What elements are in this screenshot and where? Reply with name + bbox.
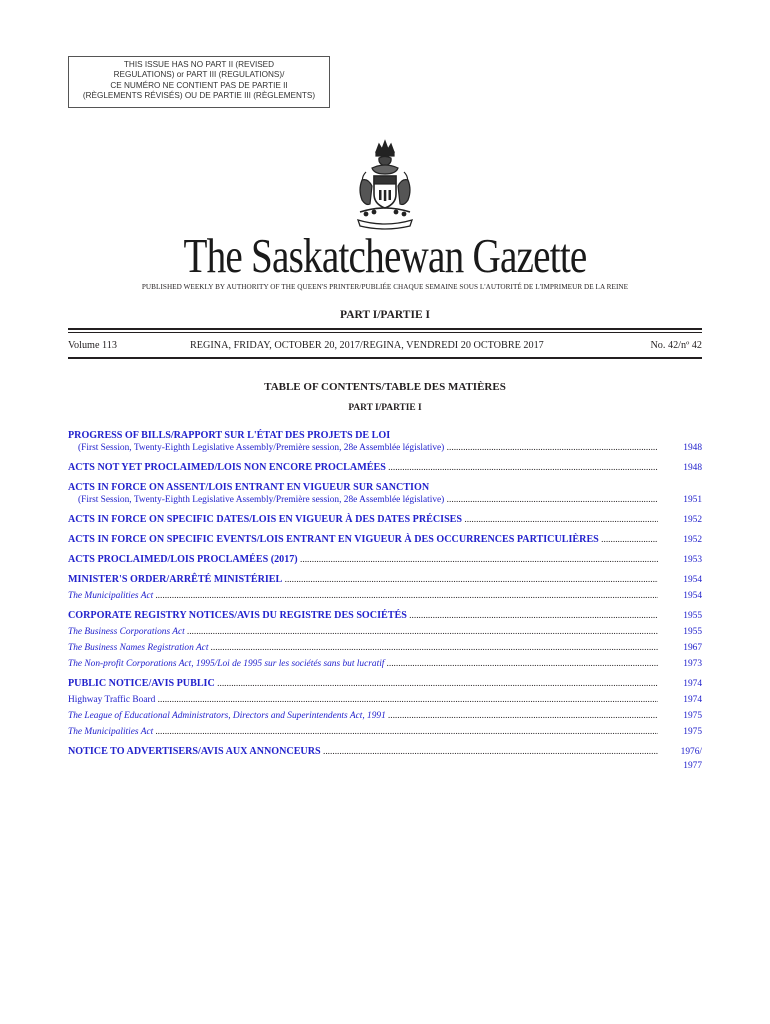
toc-entry-business-names-act[interactable] — [68, 640, 702, 656]
toc-page-number[interactable]: 1977 — [683, 761, 702, 771]
toc-page-number[interactable]: 1954 — [683, 591, 702, 601]
part-title: PART I/PARTIE I — [340, 309, 430, 321]
toc-entry-acts-proclaimed[interactable] — [68, 552, 702, 568]
toc-entry-business-corporations-act[interactable] — [68, 624, 702, 640]
toc-subtitle: PART I/PARTIE I — [348, 403, 422, 413]
toc-page-number[interactable]: 1948 — [683, 443, 702, 453]
volume-label: Volume 113 — [68, 340, 117, 351]
gazette-masthead: The Saskatchewan Gazette — [183, 228, 587, 283]
toc-entry-label[interactable]: CORPORATE REGISTRY NOTICES/AVIS DU REGISTRE DES SOCIÉTÉS ..... — [68, 608, 658, 624]
toc-entry-ministers-order[interactable] — [68, 572, 702, 588]
toc-entry-label[interactable]: ACTS IN FORCE ON ASSENT/LOIS ENTRANT EN VIGUEUR SUR SANCTION — [68, 482, 430, 493]
toc-entry-public-notice[interactable] — [68, 676, 702, 692]
toc-entry-label[interactable]: The League of Educational Administrators, Directors and Superintendents Act, 1991 ..... — [68, 708, 658, 724]
toc-entry-label[interactable]: ACTS PROCLAIMED/LOIS PROCLAMÉES (2017) ..... — [68, 552, 658, 568]
issue-info-line — [68, 339, 702, 353]
toc-page-number[interactable]: 1974 — [683, 679, 702, 689]
divider — [68, 357, 702, 359]
toc-entry-label[interactable]: NOTICE TO ADVERTISERS/AVIS AUX ANNONCEURS ..... — [68, 744, 658, 760]
toc-entry-label[interactable]: The Municipalities Act ..... — [68, 724, 658, 740]
no-part-notice-box — [68, 56, 330, 108]
toc-entry-label[interactable]: PUBLIC NOTICE/AVIS PUBLIC ..... — [68, 676, 658, 692]
toc-entry-specific-events[interactable] — [68, 532, 702, 548]
toc-entry-label[interactable]: The Municipalities Act ..... — [68, 588, 658, 604]
toc-entry-acts-not-yet-proclaimed[interactable] — [68, 460, 702, 476]
toc-page-number[interactable]: 1976/ — [680, 747, 702, 757]
published-by-line: PUBLISHED WEEKLY BY AUTHORITY OF THE QUEEN'S PRINTER/PUBLIÉE CHAQUE SEMAINE SOUS L'AUTORITÉ DE L'IMPRIMEUR DE LA REINE — [141, 283, 629, 291]
toc-entry-label[interactable]: PROGRESS OF BILLS/RAPPORT SUR L'ÉTAT DES PROJETS DE LOI — [68, 430, 391, 441]
toc-page-number[interactable]: 1975 — [683, 727, 702, 737]
saskatchewan-coat-of-arms-icon — [352, 138, 418, 230]
toc-entry-municipalities-act[interactable] — [68, 588, 702, 604]
notice-line: (RÈGLEMENTS RÉVISÉS) OU DE PARTIE III (RÈGLEMENTS) — [82, 91, 316, 101]
toc-page-number[interactable]: 1952 — [683, 515, 702, 525]
toc-page-number[interactable]: 1955 — [683, 611, 702, 621]
toc-page-number[interactable]: 1974 — [683, 695, 702, 705]
notice-line: CE NUMÉRO NE CONTIENT PAS DE PARTIE II — [110, 80, 288, 90]
toc-entry-label[interactable]: ACTS IN FORCE ON SPECIFIC EVENTS/LOIS ENTRANT EN VIGUEUR À DES OCCURRENCES PARTICULIÈRES ..... — [68, 532, 658, 548]
toc-entry-label[interactable]: ACTS IN FORCE ON SPECIFIC DATES/LOIS EN VIGUEUR À DES DATES PRÉCISES ..... — [68, 512, 658, 528]
toc-entry-municipalities-act[interactable] — [68, 724, 702, 740]
toc-entry-notice-to-advertisers[interactable] — [68, 744, 702, 774]
toc-entry-label[interactable]: ACTS NOT YET PROCLAIMED/LOIS NON ENCORE PROCLAMÉES ..... — [68, 460, 658, 476]
toc-entry-label[interactable]: The Non-profit Corporations Act, 1995/Loi de 1995 sur les sociétés sans but lucratif ..... — [68, 656, 658, 672]
toc-page-number[interactable]: 1955 — [683, 627, 702, 637]
toc-entry-corporate-registry[interactable] — [68, 608, 702, 624]
toc-entry-label[interactable]: Highway Traffic Board ..... — [68, 692, 658, 708]
toc-page-number[interactable]: 1951 — [683, 495, 702, 505]
toc-title: TABLE OF CONTENTS/TABLE DES MATIÈRES — [264, 381, 506, 393]
issue-number: No. 42/nº 42 — [650, 340, 702, 351]
toc-entry-progress-session[interactable] — [68, 440, 702, 456]
divider — [68, 328, 702, 330]
toc-page-number[interactable]: 1975 — [683, 711, 702, 721]
toc-entry-highway-traffic-board[interactable] — [68, 692, 702, 708]
toc-entry-assent-session[interactable] — [68, 492, 702, 508]
toc-page-number[interactable]: 1954 — [683, 575, 702, 585]
notice-line: THIS ISSUE HAS NO PART II (REVISED — [123, 60, 275, 69]
toc-page-number[interactable]: 1967 — [683, 643, 702, 653]
notice-line: REGULATIONS) or PART III (REGULATIONS)/ — [113, 70, 285, 80]
table-of-contents — [68, 428, 702, 774]
toc-page-number[interactable]: 1948 — [683, 463, 702, 473]
toc-page-number[interactable]: 1952 — [683, 535, 702, 545]
toc-entry-label[interactable]: The Business Corporations Act ..... — [68, 624, 658, 640]
issue-date: REGINA, FRIDAY, OCTOBER 20, 2017/REGINA, VENDREDI 20 OCTOBRE 2017 — [190, 340, 544, 351]
toc-entry-label[interactable]: The Business Names Registration Act ..... — [68, 640, 658, 656]
toc-page-number[interactable]: 1953 — [683, 555, 702, 565]
toc-entry-label[interactable]: (First Session, Twenty-Eighth Legislative Assembly/Première session, 28e Assemblée législative) ..... — [68, 440, 658, 456]
toc-entry-nonprofit-act[interactable] — [68, 656, 702, 672]
toc-entry-specific-dates[interactable] — [68, 512, 702, 528]
toc-entry-league-act[interactable] — [68, 708, 702, 724]
toc-page-number[interactable]: 1973 — [683, 659, 702, 669]
toc-entry-label[interactable]: MINISTER'S ORDER/ARRÊTÉ MINISTÉRIEL ..... — [68, 572, 658, 588]
divider — [68, 332, 702, 333]
toc-entry-label[interactable]: (First Session, Twenty-Eighth Legislative Assembly/Première session, 28e Assemblée législative) ..... — [68, 492, 658, 508]
